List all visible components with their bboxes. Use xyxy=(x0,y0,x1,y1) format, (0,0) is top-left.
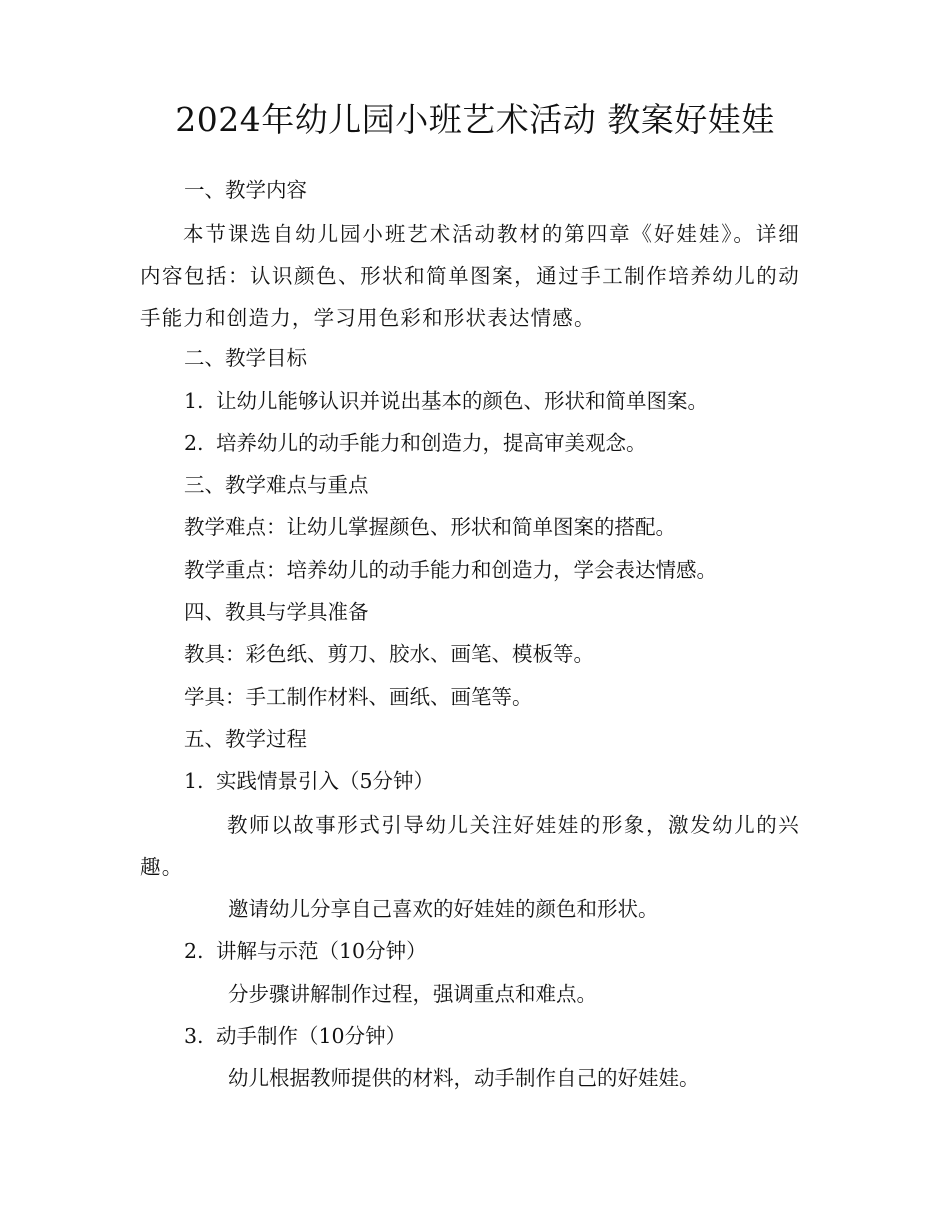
item-number: 2. xyxy=(184,431,204,455)
numbered-item xyxy=(184,386,708,416)
numbered-item xyxy=(184,428,647,458)
numbered-item xyxy=(184,1021,406,1051)
text-line: 教具：彩色纸、剪刀、胶水、画笔、模板等。 xyxy=(184,642,594,666)
paragraph: 本节课选自幼儿园小班艺术活动教材的第四章《好娃娃》。详细内容包括：认识颜色、形状和简单图案，通过手工制作培养幼儿的动手能力和创造力，学习用色彩和形状表达情感。 xyxy=(140,222,800,330)
text-line: 学具：手工制作材料、画纸、画笔等。 xyxy=(184,685,533,709)
item-number: 1. xyxy=(184,389,204,413)
paragraph: 教师以故事形式引导幼儿关注好娃娃的形象，激发幼儿的兴趣。 xyxy=(140,813,800,879)
item-text: 动手制作（10分钟） xyxy=(216,1024,407,1048)
numbered-item xyxy=(184,766,434,796)
item-text: 让幼儿能够认识并说出基本的颜色、形状和简单图案。 xyxy=(216,389,708,413)
text-line: 教学重点：培养幼儿的动手能力和创造力，学会表达情感。 xyxy=(184,558,717,582)
text-line: 教学难点：让幼儿掌握颜色、形状和简单图案的搭配。 xyxy=(184,515,676,539)
text-line: 分步骤讲解制作过程，强调重点和难点。 xyxy=(228,982,597,1006)
section-heading: 一、教学内容 xyxy=(184,178,307,202)
document-title: 2024年幼儿园小班艺术活动 教案好娃娃 xyxy=(175,100,775,139)
section-heading: 四、教具与学具准备 xyxy=(184,600,369,624)
item-number: 2. xyxy=(184,939,204,963)
item-number: 3. xyxy=(184,1024,204,1048)
section-heading: 三、教学难点与重点 xyxy=(184,473,369,497)
section-heading: 五、教学过程 xyxy=(184,727,307,751)
item-number: 1. xyxy=(184,769,204,793)
text-line: 幼儿根据教师提供的材料，动手制作自己的好娃娃。 xyxy=(228,1066,700,1090)
section-heading: 二、教学目标 xyxy=(184,346,307,370)
item-text: 实践情景引入（5分钟） xyxy=(216,769,435,793)
numbered-item xyxy=(184,936,427,966)
text-line: 邀请幼儿分享自己喜欢的好娃娃的颜色和形状。 xyxy=(228,897,659,921)
item-text: 讲解与示范（10分钟） xyxy=(216,939,427,963)
item-text: 培养幼儿的动手能力和创造力，提高审美观念。 xyxy=(216,431,647,455)
